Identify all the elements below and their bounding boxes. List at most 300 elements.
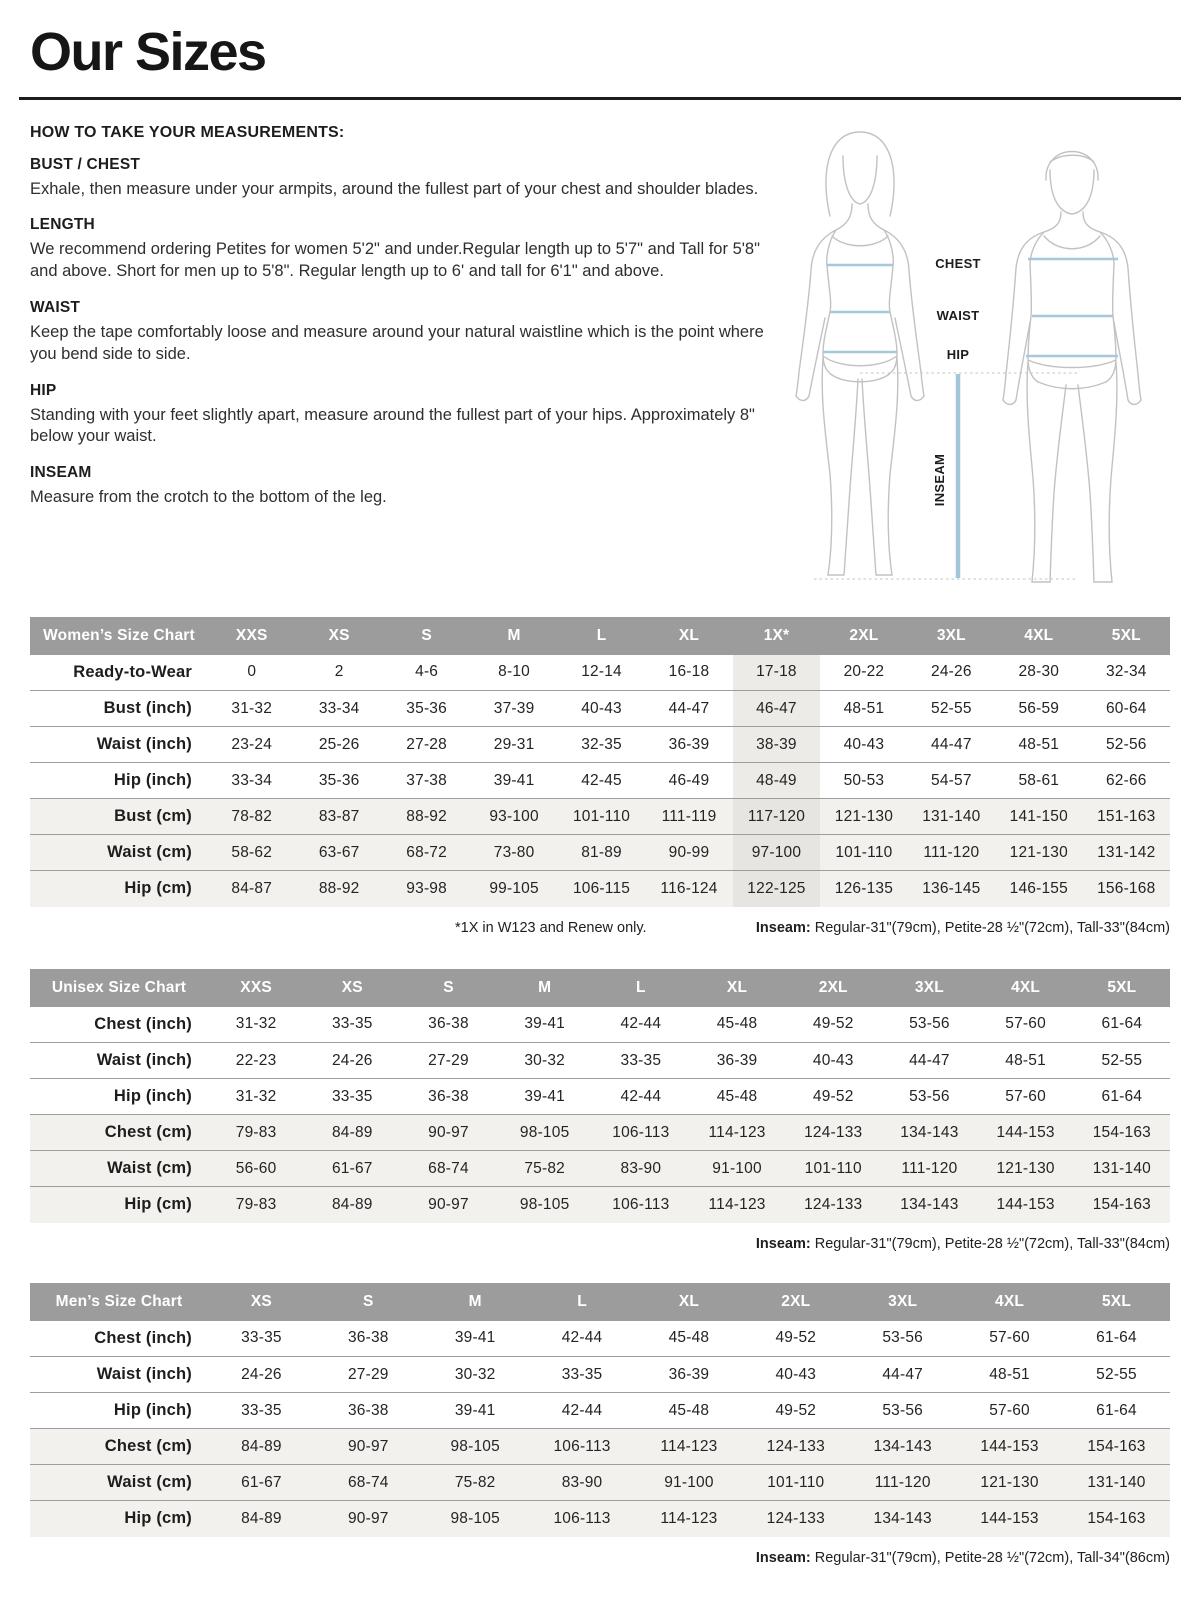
top-section: [30, 124, 1170, 603]
row-label: Waist (inch): [30, 727, 208, 763]
size-cell: 53-56: [882, 1329, 924, 1347]
size-cell: 36-39: [636, 1357, 743, 1393]
size-cell: 154-163: [1063, 1501, 1170, 1537]
size-cell: 131-140: [1074, 1151, 1170, 1187]
size-cell: 30-32: [422, 1357, 529, 1393]
size-cell: 16-18: [668, 663, 710, 681]
size-cell: 63-67: [295, 835, 382, 871]
size-cell: 121-130: [978, 1151, 1074, 1187]
size-cell: 61-64: [1063, 1393, 1170, 1429]
table-row: [30, 1187, 1170, 1223]
table-row: [30, 799, 1170, 835]
size-cell: 90-97: [400, 1115, 496, 1151]
size-cell: 53-56: [849, 1393, 956, 1429]
size-cell: 91-100: [636, 1465, 743, 1501]
size-cell: 33-35: [331, 1015, 373, 1033]
size-cell: 98-105: [497, 1187, 593, 1223]
size-cell: 25-26: [295, 727, 382, 763]
size-cell: 12-14: [581, 663, 622, 681]
size-cell: 114-123: [689, 1187, 785, 1223]
size-cell: 36-38: [400, 1079, 496, 1115]
size-cell: 75-82: [422, 1465, 529, 1501]
column-header-xs: XS: [208, 1283, 315, 1321]
size-cell: 57-60: [978, 1079, 1074, 1115]
size-cell: 35-36: [295, 763, 382, 799]
woman-figure-outline: [796, 132, 924, 575]
row-label: Hip (cm): [30, 1187, 208, 1223]
size-cell: 144-153: [956, 1501, 1063, 1537]
size-cell: 42-45: [558, 763, 645, 799]
size-cell: 28-30: [1018, 663, 1060, 681]
column-header-l: L: [529, 1283, 636, 1321]
section-body: Exhale, then measure under your armpits, around the fullest part of your chest and shoulder blades.: [30, 179, 759, 198]
size-cell: 114-123: [689, 1115, 785, 1151]
size-cell: 111-119: [645, 799, 732, 835]
table-row: [30, 1393, 1170, 1429]
womens-size-chart-container: [30, 617, 1170, 907]
size-cell: 134-143: [849, 1429, 956, 1465]
section-hip: [30, 382, 782, 449]
table-row: [30, 1357, 1170, 1393]
column-header-xxs: XXS: [208, 617, 295, 655]
size-cell: 154-163: [1074, 1187, 1170, 1223]
size-cell: 52-55: [908, 691, 995, 727]
size-cell: 40-43: [558, 691, 645, 727]
section-body: Standing with your feet slightly apart, measure around the fullest part of your hips. Approximately 8" below your waist.: [30, 405, 755, 446]
table-row: [30, 871, 1170, 907]
size-cell: 32-34: [1105, 663, 1147, 681]
size-cell: 79-83: [208, 1115, 304, 1151]
size-cell: 81-89: [558, 835, 645, 871]
size-cell: 124-133: [785, 1115, 881, 1151]
size-cell: 33-34: [208, 763, 295, 799]
mens-footnotes: [30, 1550, 1170, 1566]
column-header-2xl: 2XL: [820, 617, 907, 655]
size-cell: 4-6: [415, 663, 439, 681]
row-label: Chest (inch): [94, 1328, 192, 1347]
size-cell: 83-90: [529, 1465, 636, 1501]
title-divider: [19, 97, 1181, 100]
size-cell: 37-39: [470, 691, 557, 727]
size-cell: 29-31: [470, 727, 557, 763]
size-cell: 50-53: [820, 763, 907, 799]
size-cell: 121-130: [820, 799, 907, 835]
size-cell: 73-80: [470, 835, 557, 871]
column-header-xl: XL: [645, 617, 732, 655]
size-cell: 40-43: [742, 1357, 849, 1393]
size-cell: 24-26: [931, 663, 972, 681]
size-cell: 49-52: [812, 1015, 854, 1033]
size-cell: 31-32: [208, 691, 295, 727]
row-label: Waist (cm): [30, 1151, 208, 1187]
table-row: [30, 1501, 1170, 1537]
size-cell: 61-64: [1074, 1079, 1170, 1115]
table-row: [30, 1429, 1170, 1465]
row-label: Bust (cm): [30, 799, 208, 835]
size-cell: 36-39: [689, 1043, 785, 1079]
table-row: [30, 1115, 1170, 1151]
size-cell: 39-41: [524, 1015, 565, 1033]
spacer: [30, 936, 1170, 969]
column-header-xxs: XXS: [208, 969, 304, 1007]
size-cell: 54-57: [908, 763, 995, 799]
size-cell: 45-48: [716, 1015, 758, 1033]
size-cell: 45-48: [636, 1393, 743, 1429]
column-header-s: S: [400, 969, 496, 1007]
size-cell: 49-52: [785, 1079, 881, 1115]
table-title: Women’s Size Chart: [30, 617, 208, 655]
size-cell: 44-47: [849, 1357, 956, 1393]
size-cell: 52-55: [1063, 1357, 1170, 1393]
size-cell: 33-35: [208, 1393, 315, 1429]
column-header-4xl: 4XL: [995, 617, 1082, 655]
size-cell: 84-89: [208, 1429, 315, 1465]
size-cell: 156-168: [1083, 871, 1170, 907]
size-cell: 84-89: [304, 1187, 400, 1223]
hip-label: HIP: [946, 346, 970, 362]
size-cell: 23-24: [208, 727, 295, 763]
section-title: BUST / CHEST: [30, 155, 141, 173]
size-cell: 27-29: [400, 1043, 496, 1079]
column-header-2xl: 2XL: [785, 969, 881, 1007]
man-figure-outline: [1003, 151, 1141, 582]
size-cell: 61-64: [1096, 1329, 1137, 1347]
column-header-m: M: [470, 617, 557, 655]
size-cell: 101-110: [742, 1465, 849, 1501]
section-title: LENGTH: [30, 216, 95, 234]
size-cell: 131-140: [908, 799, 995, 835]
womens-inseam-footnote: [756, 920, 1170, 936]
size-cell: 8-10: [498, 663, 530, 681]
mens-inseam-footnote: [756, 1550, 1170, 1566]
size-cell: 134-143: [849, 1501, 956, 1537]
unisex-size-chart-container: [30, 969, 1170, 1223]
womens-footnotes: [30, 920, 1170, 936]
unisex-inseam-footnote: [756, 1236, 1170, 1252]
size-cell: 36-38: [347, 1329, 389, 1347]
column-header-2xl: 2XL: [742, 1283, 849, 1321]
size-cell: 0: [247, 663, 257, 681]
inseam-footnote-text: Regular-31"(79cm), Petite-28 ½"(72cm), Tall-33"(84cm): [810, 1235, 1170, 1252]
column-header-5xl: 5XL: [1074, 969, 1170, 1007]
column-header-xl: XL: [689, 969, 785, 1007]
size-cell: 122-125: [733, 871, 820, 907]
column-header-3xl: 3XL: [849, 1283, 956, 1321]
column-header-l: L: [593, 969, 689, 1007]
size-cell: 53-56: [909, 1015, 950, 1033]
size-cell: 61-67: [304, 1151, 400, 1187]
row-label: Hip (cm): [30, 871, 208, 907]
size-cell: 38-39: [733, 727, 820, 763]
size-cell: 106-113: [529, 1429, 636, 1465]
row-label: Bust (inch): [30, 691, 208, 727]
size-cell: 46-47: [733, 691, 820, 727]
size-cell: 88-92: [295, 871, 382, 907]
size-cell: 134-143: [881, 1187, 977, 1223]
table-title: Men’s Size Chart: [30, 1283, 208, 1321]
table-row: [30, 655, 1170, 691]
size-cell: 61-64: [1101, 1015, 1143, 1033]
row-label: Hip (cm): [30, 1501, 208, 1537]
size-cell: 44-47: [881, 1043, 977, 1079]
size-cell: 151-163: [1083, 799, 1170, 835]
size-cell: 57-60: [1005, 1015, 1046, 1033]
table-row: [30, 727, 1170, 763]
size-cell: 93-98: [383, 871, 470, 907]
size-cell: 106-113: [593, 1187, 689, 1223]
inseam-label: INSEAM: [932, 453, 947, 506]
size-cell: 42-44: [620, 1015, 662, 1033]
size-cell: 114-123: [636, 1429, 743, 1465]
size-cell: 78-82: [208, 799, 295, 835]
size-cell: 44-47: [908, 727, 995, 763]
size-cell: 111-120: [881, 1151, 977, 1187]
size-cell: 88-92: [383, 799, 470, 835]
table-row: [30, 691, 1170, 727]
size-cell: 101-110: [820, 835, 907, 871]
size-cell: 131-142: [1083, 835, 1170, 871]
column-header-5xl: 5XL: [1063, 1283, 1170, 1321]
size-cell: 39-41: [470, 763, 557, 799]
column-header-3xl: 3XL: [908, 617, 995, 655]
column-header-m: M: [422, 1283, 529, 1321]
size-cell: 124-133: [742, 1429, 849, 1465]
column-header-xs: XS: [304, 969, 400, 1007]
size-cell: 106-113: [529, 1501, 636, 1537]
size-cell: 2: [334, 663, 344, 681]
size-cell: 48-51: [956, 1357, 1063, 1393]
row-label: Waist (cm): [30, 835, 208, 871]
size-cell: 144-153: [978, 1187, 1074, 1223]
size-cell: 45-48: [668, 1329, 710, 1347]
size-cell: 27-29: [315, 1357, 422, 1393]
table-row: [30, 1043, 1170, 1079]
section-body: Measure from the crotch to the bottom of the leg.: [30, 488, 387, 507]
size-cell: 117-120: [733, 799, 820, 835]
size-cell: 17-18: [733, 655, 820, 691]
size-cell: 49-52: [775, 1329, 817, 1347]
size-cell: 33-35: [593, 1043, 689, 1079]
size-cell: 75-82: [497, 1151, 593, 1187]
size-cell: 98-105: [422, 1429, 529, 1465]
size-cell: 114-123: [636, 1501, 743, 1537]
size-cell: 68-74: [400, 1151, 496, 1187]
size-cell: 24-26: [208, 1357, 315, 1393]
size-cell: 42-44: [593, 1079, 689, 1115]
size-cell: 106-113: [593, 1115, 689, 1151]
size-cell: 53-56: [881, 1079, 977, 1115]
size-cell: 48-49: [733, 763, 820, 799]
size-cell: 48-51: [978, 1043, 1074, 1079]
inseam-footnote-label: Inseam:: [755, 1235, 811, 1252]
size-cell: 90-99: [645, 835, 732, 871]
row-label: Waist (inch): [30, 1043, 208, 1079]
waist-label: WAIST: [936, 307, 980, 323]
size-cell: 79-83: [208, 1187, 304, 1223]
size-cell: 58-62: [208, 835, 295, 871]
size-cell: 57-60: [989, 1329, 1030, 1347]
size-cell: 126-135: [820, 871, 907, 907]
size-cell: 24-26: [304, 1043, 400, 1079]
size-cell: 33-34: [295, 691, 382, 727]
womens-1x-footnote: *1X in W123 and Renew only.: [455, 919, 647, 936]
body-figures-illustration: [770, 118, 1170, 598]
size-cell: 42-44: [561, 1329, 603, 1347]
size-cell: 90-97: [400, 1187, 496, 1223]
size-cell: 106-115: [558, 871, 645, 907]
section-inseam: [30, 464, 782, 509]
measurement-instructions: [30, 124, 782, 525]
size-cell: 62-66: [1083, 763, 1170, 799]
size-cell: 68-74: [315, 1465, 422, 1501]
inseam-footnote-label: Inseam:: [755, 919, 811, 936]
column-header-m: M: [497, 969, 593, 1007]
size-cell: 99-105: [470, 871, 557, 907]
size-cell: 84-87: [208, 871, 295, 907]
size-cell: 39-41: [497, 1079, 593, 1115]
howto-heading: HOW TO TAKE YOUR MEASUREMENTS:: [30, 123, 345, 141]
size-cell: 45-48: [689, 1079, 785, 1115]
size-cell: 33-35: [529, 1357, 636, 1393]
inseam-footnote-text: Regular-31"(79cm), Petite-28 ½"(72cm), Tall-33"(84cm): [810, 919, 1170, 936]
size-cell: 33-35: [241, 1329, 282, 1347]
column-header-4xl: 4XL: [956, 1283, 1063, 1321]
table-row: [30, 1465, 1170, 1501]
table-row: [30, 763, 1170, 799]
size-cell: 30-32: [497, 1043, 593, 1079]
size-cell: 36-38: [428, 1015, 469, 1033]
size-cell: 124-133: [785, 1187, 881, 1223]
size-cell: 22-23: [208, 1043, 304, 1079]
column-header-5xl: 5XL: [1083, 617, 1170, 655]
row-label: Hip (inch): [30, 1079, 208, 1115]
size-cell: 90-97: [315, 1429, 422, 1465]
size-cell: 35-36: [383, 691, 470, 727]
size-cell: 46-49: [645, 763, 732, 799]
size-cell: 90-97: [315, 1501, 422, 1537]
table-row: [30, 1151, 1170, 1187]
section-length: [30, 216, 782, 283]
section-title: WAIST: [30, 298, 81, 316]
spacer: [30, 1252, 1170, 1283]
size-cell: 146-155: [995, 871, 1082, 907]
size-cell: 154-163: [1063, 1429, 1170, 1465]
size-cell: 84-89: [208, 1501, 315, 1537]
unisex-size-chart-table: [30, 969, 1170, 1223]
row-label: Waist (inch): [30, 1357, 208, 1393]
column-header-xs: XS: [295, 617, 382, 655]
size-cell: 98-105: [422, 1501, 529, 1537]
size-cell: 131-140: [1063, 1465, 1170, 1501]
size-cell: 48-51: [820, 691, 907, 727]
inseam-footnote-text: Regular-31"(79cm), Petite-28 ½"(72cm), Tall-34"(86cm): [810, 1549, 1170, 1566]
size-cell: 91-100: [689, 1151, 785, 1187]
chest-label: CHEST: [935, 255, 981, 271]
size-cell: 56-59: [995, 691, 1082, 727]
size-cell: 84-89: [304, 1115, 400, 1151]
size-cell: 48-51: [995, 727, 1082, 763]
table-row: [30, 1321, 1170, 1357]
size-cell: 61-67: [208, 1465, 315, 1501]
size-cell: 93-100: [470, 799, 557, 835]
size-cell: 121-130: [995, 835, 1082, 871]
size-cell: 31-32: [208, 1079, 304, 1115]
column-header-3xl: 3XL: [881, 969, 977, 1007]
row-label: Waist (cm): [30, 1465, 208, 1501]
size-cell: 40-43: [820, 727, 907, 763]
column-header-4xl: 4XL: [978, 969, 1074, 1007]
size-cell: 121-130: [956, 1465, 1063, 1501]
size-cell: 83-87: [295, 799, 382, 835]
row-label: Hip (inch): [30, 1393, 208, 1429]
size-cell: 52-55: [1074, 1043, 1170, 1079]
table-title: Unisex Size Chart: [30, 969, 208, 1007]
size-cell: 42-44: [529, 1393, 636, 1429]
size-cell: 134-143: [881, 1115, 977, 1151]
section-body: We recommend ordering Petites for women 5'2" and under.Regular length up to 5'7" and Tall for 5'8" and above. Short for men up to 5'8". Regular length up to 6' and tall for 6'1" and above.: [30, 240, 760, 281]
size-cell: 52-56: [1083, 727, 1170, 763]
size-cell: 141-150: [995, 799, 1082, 835]
size-cell: 124-133: [742, 1501, 849, 1537]
size-cell: 32-35: [558, 727, 645, 763]
size-cell: 44-47: [645, 691, 732, 727]
size-cell: 49-52: [742, 1393, 849, 1429]
size-cell: 33-35: [304, 1079, 400, 1115]
size-cell: 39-41: [422, 1393, 529, 1429]
size-tables-area: [30, 617, 1170, 1566]
size-cell: 58-61: [995, 763, 1082, 799]
size-cell: 68-72: [383, 835, 470, 871]
unisex-footnotes: [30, 1236, 1170, 1252]
table-row: [30, 835, 1170, 871]
size-cell: 20-22: [843, 663, 885, 681]
measurement-diagram: [770, 118, 1170, 603]
size-cell: 39-41: [454, 1329, 496, 1347]
section-title: INSEAM: [30, 464, 92, 482]
size-cell: 83-90: [593, 1151, 689, 1187]
size-cell: 36-38: [315, 1393, 422, 1429]
size-cell: 27-28: [383, 727, 470, 763]
size-cell: 97-100: [733, 835, 820, 871]
size-cell: 37-38: [383, 763, 470, 799]
section-bust-chest: [30, 156, 782, 201]
row-label: Chest (cm): [30, 1429, 208, 1465]
column-header-l: L: [558, 617, 645, 655]
size-cell: 60-64: [1083, 691, 1170, 727]
page-title: Our Sizes: [30, 22, 266, 82]
size-cell: 56-60: [208, 1151, 304, 1187]
size-cell: 36-39: [645, 727, 732, 763]
size-cell: 111-120: [908, 835, 995, 871]
size-cell: 111-120: [849, 1465, 956, 1501]
row-label: Hip (inch): [30, 763, 208, 799]
size-cell: 144-153: [978, 1115, 1074, 1151]
row-label: Chest (inch): [94, 1014, 192, 1033]
size-cell: 116-124: [645, 871, 732, 907]
row-label: Ready-to-Wear: [73, 662, 192, 681]
column-header-s: S: [383, 617, 470, 655]
size-cell: 98-105: [497, 1115, 593, 1151]
size-cell: 101-110: [558, 799, 645, 835]
size-cell: 101-110: [785, 1151, 881, 1187]
column-header-s: S: [315, 1283, 422, 1321]
size-cell: 57-60: [956, 1393, 1063, 1429]
table-row: [30, 1079, 1170, 1115]
mens-size-chart-table: [30, 1283, 1170, 1537]
size-cell: 136-145: [908, 871, 995, 907]
inseam-footnote-label: Inseam:: [755, 1549, 811, 1566]
size-cell: 31-32: [235, 1015, 277, 1033]
